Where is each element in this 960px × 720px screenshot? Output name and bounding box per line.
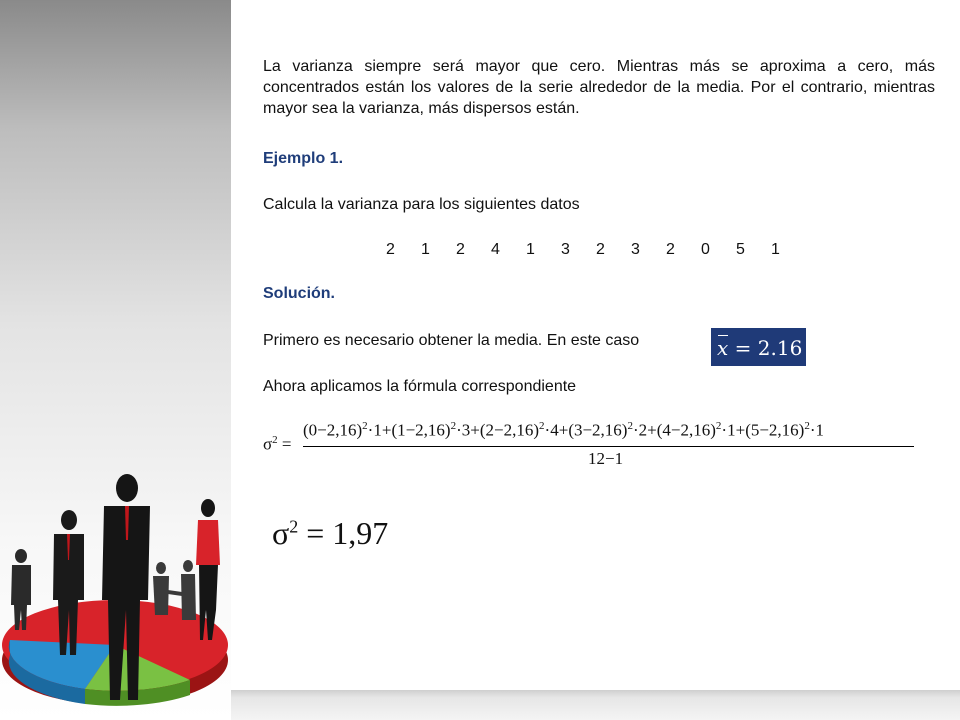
mean-symbol: x bbox=[717, 336, 729, 360]
variance-numerator: $(0-2,16)^2\cdot 1+(1-2,16)^2\cdot 3+(2-2,16)^2\cdot 4+(3-2,16)^2\cdot 2+(4-2,16)^2\cdot 1+(5-2,16)^2\cdot 1$ bbox=[303, 420, 825, 440]
task-text: Calcula la varianza para los siguientes datos bbox=[263, 196, 580, 213]
decorative-side-panel bbox=[0, 0, 231, 720]
sigma-symbol: σ bbox=[263, 434, 273, 454]
data-value: 2 bbox=[386, 241, 395, 258]
numerator-term-base: (0−2,16) bbox=[303, 420, 363, 440]
intro-paragraph: La varianza siempre será mayor que cero. Mientras más se aproxima a cero, más concentrados están los valores de la serie alrededor de la media. Por el contrario, mientras mayor sea la varianza, más dispersos están. bbox=[263, 58, 935, 117]
intro-paragraph-container bbox=[263, 56, 935, 119]
apply-sentence: Ahora aplicamos la fórmula correspondiente bbox=[263, 378, 577, 395]
numerator-term-base: (4−2,16) bbox=[656, 420, 716, 440]
mean-sentence: Primero es necesario obtener la media. En este caso bbox=[263, 332, 640, 349]
variance-formula bbox=[263, 418, 923, 478]
data-value: 4 bbox=[491, 241, 500, 258]
data-value: 2 bbox=[666, 241, 675, 258]
data-value: 3 bbox=[561, 241, 570, 258]
mean-value: 2.16 bbox=[757, 336, 803, 360]
data-value: 1 bbox=[771, 241, 780, 258]
numerator-term-weight: 1 bbox=[727, 420, 736, 440]
data-value: 1 bbox=[526, 241, 535, 258]
numerator-term-weight: 1 bbox=[373, 420, 382, 440]
result-value: 1,97 bbox=[332, 515, 389, 551]
mean-formula bbox=[717, 336, 802, 360]
fraction-bar bbox=[303, 446, 914, 447]
variance-denominator: 12−1 bbox=[588, 449, 624, 468]
numerator-term-weight: 3 bbox=[461, 420, 471, 440]
solution-heading: Solución. bbox=[263, 285, 335, 302]
mean-formula-box bbox=[711, 328, 806, 366]
data-value: 2 bbox=[596, 241, 605, 258]
variance-result: $\sigma^2 = 1,97$ bbox=[272, 515, 389, 551]
data-value: 0 bbox=[701, 241, 710, 258]
numerator-term-weight: 1 bbox=[815, 420, 825, 440]
result-sigma: σ bbox=[272, 515, 290, 551]
business-people-illustration bbox=[0, 0, 231, 720]
numerator-term-weight: 4 bbox=[550, 420, 559, 440]
data-series bbox=[386, 241, 806, 259]
data-value: 1 bbox=[421, 241, 430, 258]
data-value: 5 bbox=[736, 241, 745, 258]
numerator-term-base: (5−2,16) bbox=[745, 420, 805, 440]
example-heading: Ejemplo 1. bbox=[263, 150, 344, 167]
variance-lhs: $\sigma^2$ = bbox=[263, 434, 292, 454]
numerator-term-base: (3−2,16) bbox=[568, 420, 628, 440]
data-value: 2 bbox=[456, 241, 465, 258]
numerator-term-base: (1−2,16) bbox=[391, 420, 451, 440]
numerator-term-weight: 2 bbox=[638, 420, 648, 440]
bottom-shadow-band bbox=[231, 690, 960, 720]
mean-equals: = bbox=[734, 336, 752, 360]
data-value: 3 bbox=[631, 241, 640, 258]
numerator-term-base: (2−2,16) bbox=[479, 420, 540, 440]
